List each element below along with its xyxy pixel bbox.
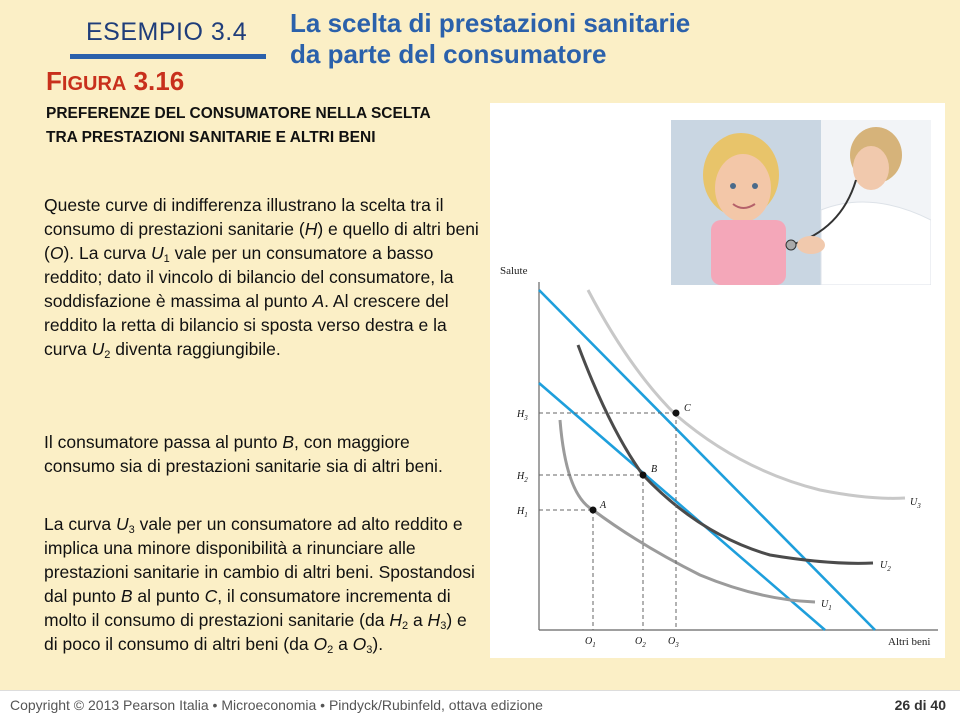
paragraph-3: La curva $U_3$ vale per un consumatore ad alto reddito e implica una minore disponibilità a rinunciare alle prestazioni sanitarie in cambio di altri beni. Spostandosi dal punto B al punto C, il consumatore incrementa di molto il consumo di prestazioni sanitarie (da $H_2$ a $H_3$) e di poco il consumo di altri beni (da $O_2$ a $O_3$). <box>44 514 475 656</box>
title-line-2: da parte del consumatore <box>290 39 607 69</box>
tick-o3: $O_3$ <box>668 636 679 649</box>
point-b-label: B <box>651 464 658 475</box>
curve-label-u1: $U_1$ <box>821 599 832 612</box>
y-axis-label: Salute <box>500 265 528 277</box>
title-line-1: La scelta di prestazioni sanitarie <box>290 8 691 38</box>
page-number: 26 di 40 <box>894 697 946 713</box>
tick-h3: $H_3$ <box>517 409 528 422</box>
copyright-text: Copyright © 2013 Pearson Italia • Microeconomia • Pindyck/Rubinfeld, ottava edizione <box>10 697 543 713</box>
figure-label-smallcaps: IGURA <box>61 73 127 95</box>
x-axis-label: Altri beni <box>888 636 931 648</box>
point-c-label: C <box>684 403 691 414</box>
curve-label-u2: $U_2$ <box>880 560 891 573</box>
figure-caption: PREFERENZE DEL CONSUMATORE NELLA SCELTA TRA PRESTAZIONI SANITARIE E ALTRI BENI <box>46 105 431 146</box>
point-c <box>673 410 680 417</box>
point-a-label: A <box>600 500 607 511</box>
tick-h1: $H_1$ <box>517 506 528 519</box>
point-a <box>590 507 597 514</box>
tick-h2: $H_2$ <box>517 471 528 484</box>
figure-label <box>46 66 184 97</box>
example-underline <box>70 54 266 59</box>
tick-o1: $O_1$ <box>585 636 596 649</box>
paragraph-2: Il consumatore passa al punto B, con maggiore consumo sia di prestazioni sanitarie sia di altri beni. <box>44 432 443 476</box>
point-b <box>640 472 647 479</box>
indifference-curves-graph <box>490 255 945 655</box>
example-label: ESEMPIO 3.4 <box>86 18 248 46</box>
tick-o2: $O_2$ <box>635 636 646 649</box>
figure-label-number: 3.16 <box>126 66 185 96</box>
curve-label-u3: $U_3$ <box>910 497 921 510</box>
slide-title <box>290 8 690 70</box>
paragraph-1: Queste curve di indifferenza illustrano la scelta tra il consumo di prestazioni sanitarie (H) e quello di altri beni (O). La curva $U_1$ vale per un consumatore a basso reddito; dato il vincolo di bilancio del consumatore, la soddisfazione è massima al punto A. Al crescere del reddito la retta di bilancio si sposta verso destra e la curva $U_2$ diventa raggiungibile. <box>44 195 479 361</box>
figure-label-initial: F <box>46 66 62 96</box>
